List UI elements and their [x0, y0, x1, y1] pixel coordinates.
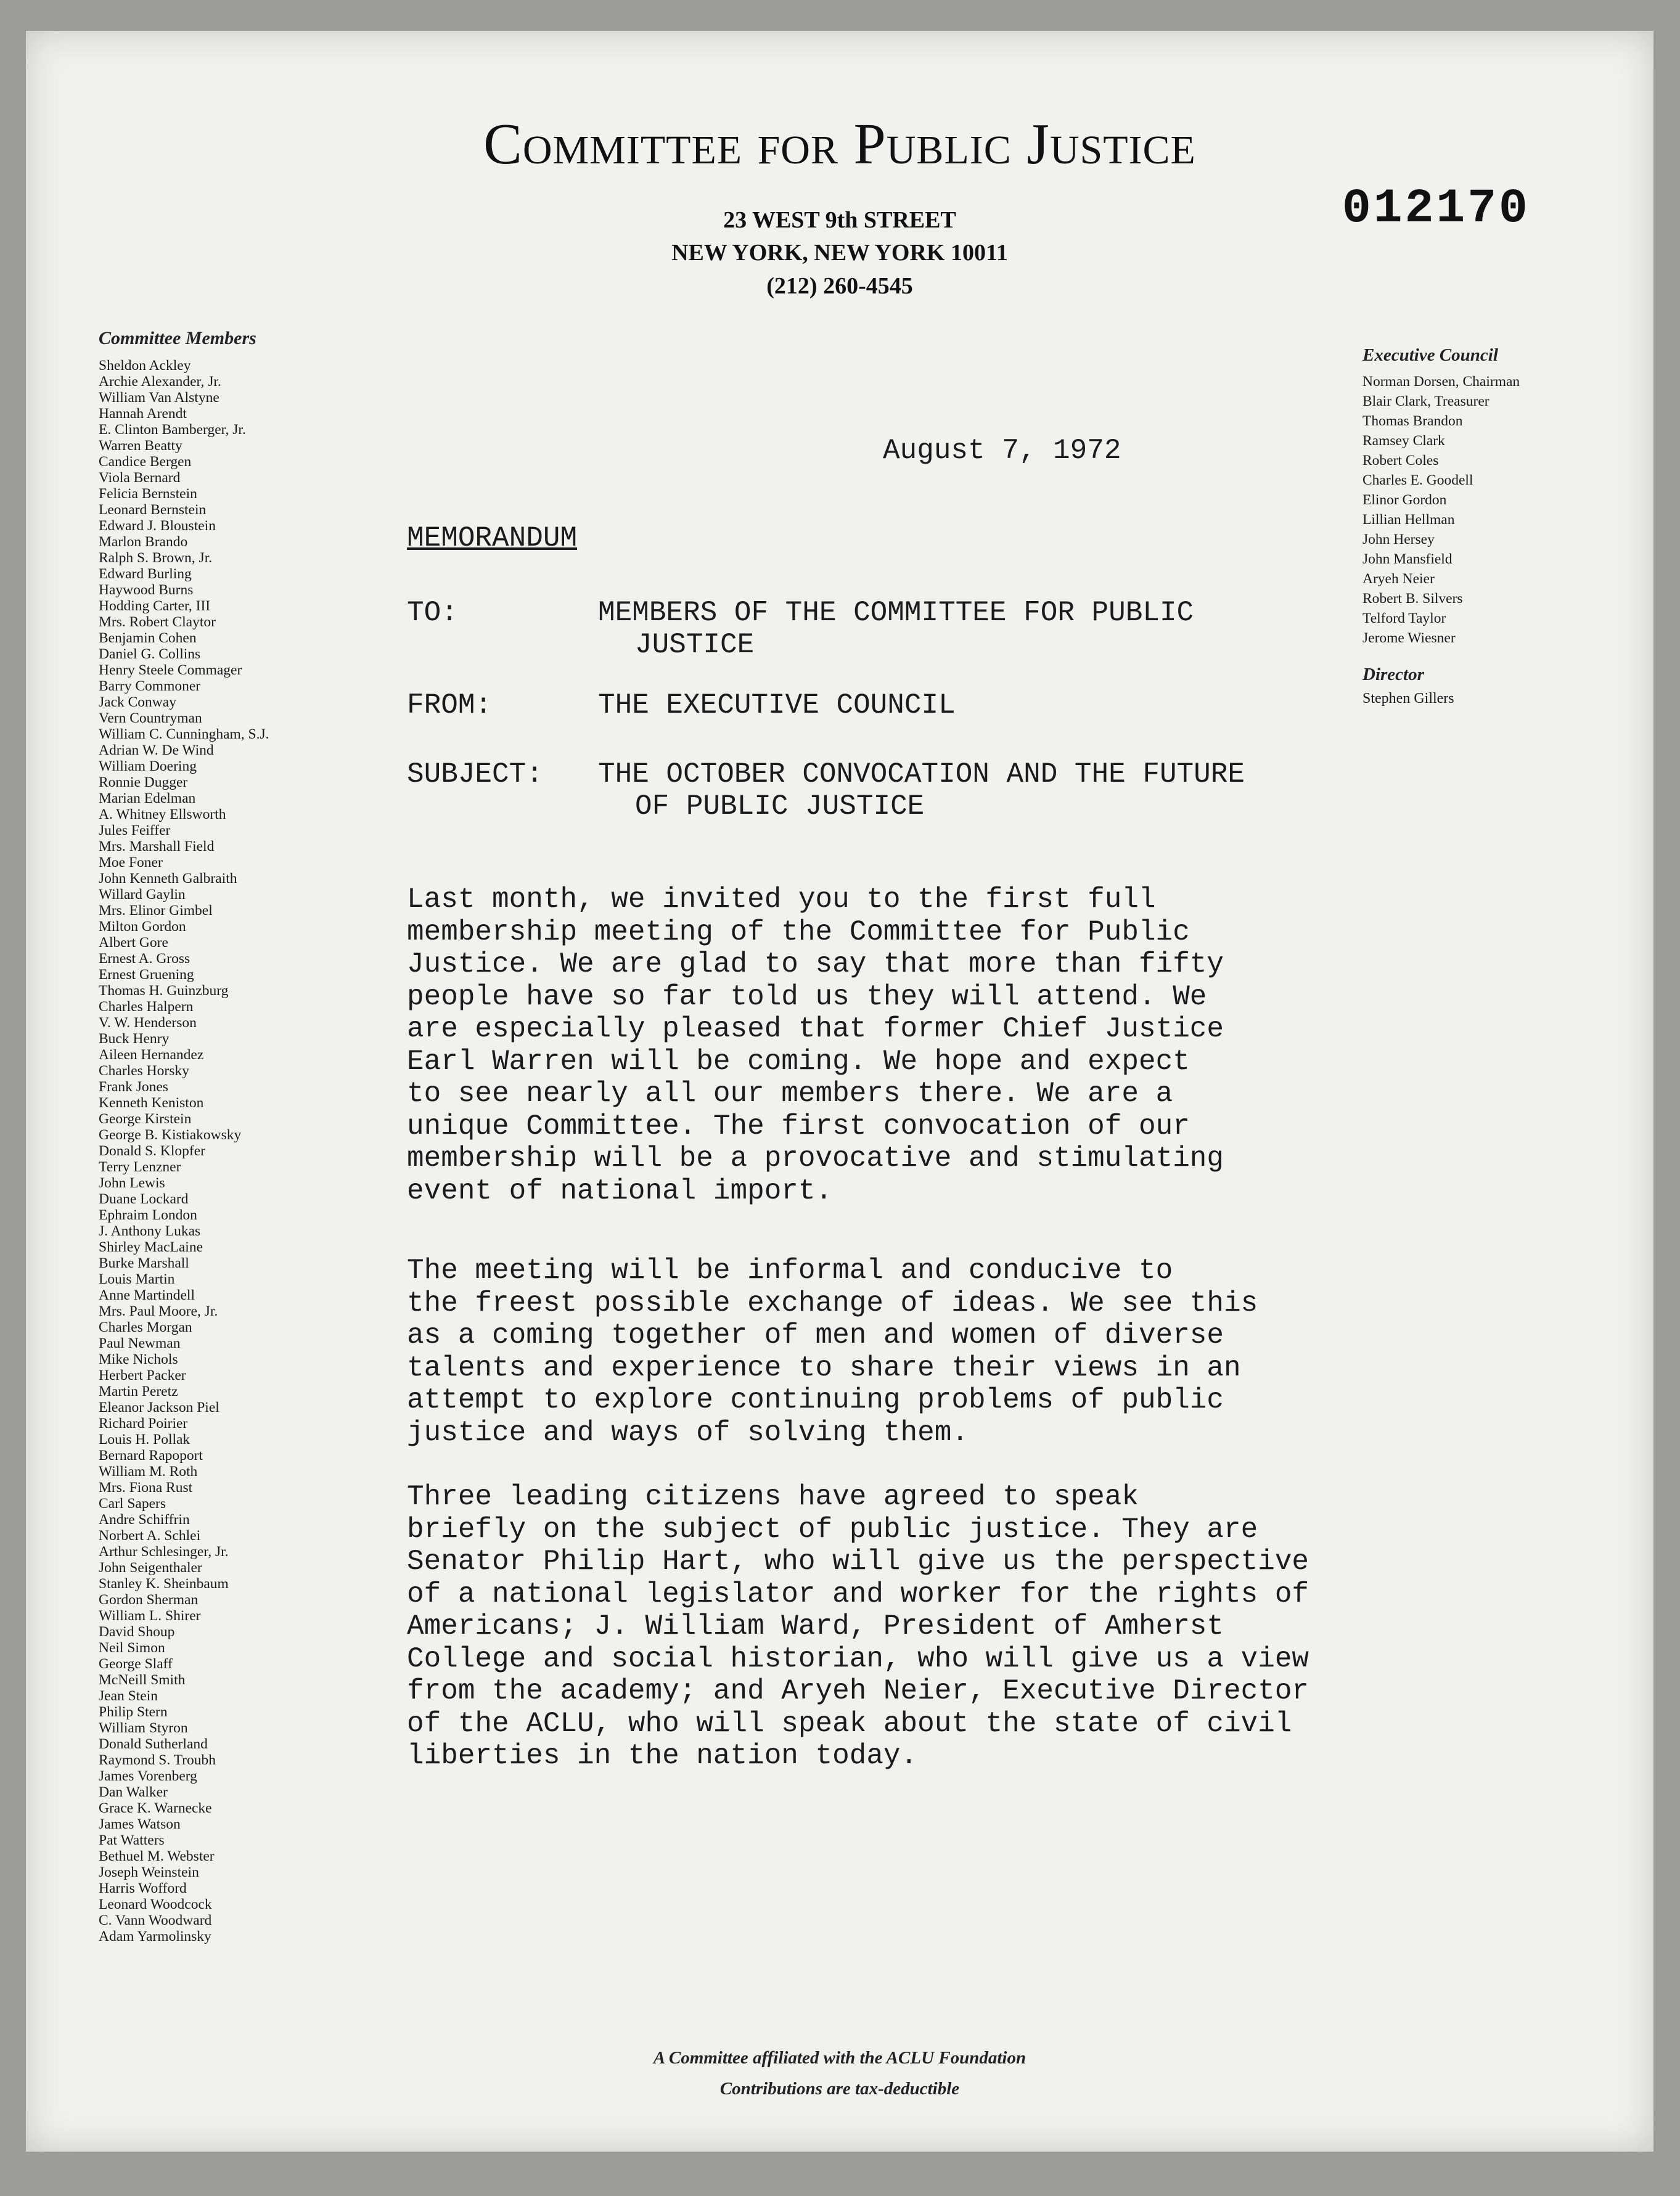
council-member-name: Robert Coles [1362, 453, 1439, 469]
committee-member-name: Daniel G. Collins [99, 646, 201, 662]
committee-member-name: Neil Simon [99, 1640, 165, 1656]
committee-member-name: Stanley K. Sheinbaum [99, 1576, 229, 1592]
committee-member-name: Hannah Arendt [99, 406, 187, 422]
body-paragraph-1: Last month, we invited you to the first full membership meeting of the Committee for Public Justice. We are glad to say that more than fifty people have so far told us they will attend. We are especially pleased that former Chief Justice Earl Warren will be coming. We hope and expect to see nearly all our members there. We are a unique Committee. The first convocation of our membership will be a provocative and stimulating event of national import. [407, 883, 1224, 1207]
letter-sheet [26, 31, 1653, 2152]
committee-member-name: Mrs. Robert Claytor [99, 614, 216, 630]
committee-member-name: Shirley MacLaine [99, 1239, 203, 1255]
committee-member-name: William L. Shirer [99, 1608, 201, 1624]
committee-member-name: Kenneth Keniston [99, 1095, 204, 1111]
committee-member-name: William Van Alstyne [99, 390, 219, 406]
committee-member-name: Bethuel M. Webster [99, 1848, 215, 1864]
committee-member-name: Ronnie Dugger [99, 774, 188, 790]
council-member-name: Norman Dorsen, Chairman [1362, 374, 1520, 390]
committee-member-name: A. Whitney Ellsworth [99, 806, 226, 822]
committee-member-name: Warren Beatty [99, 438, 182, 454]
committee-member-name: John Kenneth Galbraith [99, 871, 237, 887]
executive-council-heading: Executive Council [1362, 345, 1498, 365]
committee-member-name: Richard Poirier [99, 1416, 188, 1432]
to-value [598, 597, 1369, 661]
committee-member-name: Charles Horsky [99, 1063, 189, 1079]
committee-member-name: Martin Peretz [99, 1383, 178, 1399]
committee-member-name: Henry Steele Commager [99, 662, 242, 678]
committee-member-name: Duane Lockard [99, 1191, 189, 1207]
committee-member-name: Eleanor Jackson Piel [99, 1399, 219, 1416]
committee-member-name: Mrs. Marshall Field [99, 838, 215, 854]
committee-member-name: Mrs. Fiona Rust [99, 1480, 193, 1496]
committee-member-name: Felicia Bernstein [99, 486, 197, 502]
committee-member-name: Sheldon Ackley [99, 358, 191, 374]
committee-member-name: Milton Gordon [99, 919, 186, 935]
committee-member-name: Terry Lenzner [99, 1159, 181, 1175]
committee-member-name: C. Vann Woodward [99, 1912, 212, 1928]
committee-member-name: Paul Newman [99, 1335, 181, 1351]
committee-members-heading: Committee Members [99, 328, 256, 348]
to-label: TO: [407, 597, 458, 629]
committee-member-name: Pat Watters [99, 1832, 165, 1848]
memo-date: August 7, 1972 [883, 435, 1121, 467]
committee-member-name: Louis H. Pollak [99, 1432, 191, 1448]
subject-value [598, 758, 1369, 822]
committee-member-name: David Shoup [99, 1624, 175, 1640]
committee-member-name: Benjamin Cohen [99, 630, 197, 646]
committee-member-name: Leonard Woodcock [99, 1896, 212, 1912]
committee-member-name: McNeill Smith [99, 1672, 186, 1688]
committee-members-list [99, 358, 395, 1944]
council-member-name: Aryeh Neier [1362, 571, 1435, 587]
council-member-name: Telford Taylor [1362, 610, 1446, 626]
council-member-name: Lillian Hellman [1362, 512, 1455, 528]
committee-member-name: Mike Nichols [99, 1351, 178, 1367]
committee-member-name: Moe Foner [99, 854, 163, 871]
from-label: FROM: [407, 689, 493, 721]
committee-member-name: J. Anthony Lukas [99, 1223, 201, 1239]
committee-member-name: Ephraim London [99, 1207, 197, 1223]
committee-member-name: James Vorenberg [99, 1768, 197, 1784]
committee-member-name: Edward J. Bloustein [99, 518, 216, 534]
committee-member-name: Ralph S. Brown, Jr. [99, 550, 213, 566]
from-value: THE EXECUTIVE COUNCIL [598, 689, 956, 721]
council-member-name: John Hersey [1362, 531, 1435, 547]
committee-member-name: Herbert Packer [99, 1367, 186, 1383]
committee-member-name: Candice Bergen [99, 454, 192, 470]
committee-member-name: Andre Schiffrin [99, 1512, 190, 1528]
committee-member-name: John Seigenthaler [99, 1560, 202, 1576]
address-street: 23 WEST 9th STREET [723, 207, 956, 233]
committee-member-name: George Kirstein [99, 1111, 192, 1127]
committee-member-name: Harris Wofford [99, 1880, 187, 1896]
committee-member-name: Viola Bernard [99, 470, 181, 486]
committee-member-name: Thomas H. Guinzburg [99, 983, 229, 999]
committee-member-name: Donald S. Klopfer [99, 1143, 205, 1159]
committee-member-name: Haywood Burns [99, 582, 194, 598]
committee-member-name: Joseph Weinstein [99, 1864, 199, 1880]
committee-member-name: James Watson [99, 1816, 181, 1832]
committee-member-name: Adam Yarmolinsky [99, 1928, 211, 1944]
address-city: NEW YORK, NEW YORK 10011 [671, 240, 1008, 266]
subject-line-1: THE OCTOBER CONVOCATION AND THE FUTURE [598, 758, 1245, 790]
address-phone: (212) 260-4545 [766, 273, 913, 299]
committee-member-name: Aileen Hernandez [99, 1047, 204, 1063]
subject-label: SUBJECT: [407, 758, 543, 790]
committee-member-name: Ernest A. Gross [99, 951, 191, 967]
subject-line-2: OF PUBLIC JUSTICE [635, 790, 925, 822]
director-heading: Director [1362, 665, 1424, 684]
body-paragraph-3: Three leading citizens have agreed to speak briefly on the subject of public justice. They are Senator Philip Hart, who will give us the perspective of a national legislator and worker for the rights of Americans; J. William Ward, President of Amherst College and social historian, who will give us a view from the academy; and Aryeh Neier, Executive Director of the ACLU, who will speak about the state of civil liberties in the nation today. [407, 1481, 1309, 1772]
committee-member-name: Leonard Bernstein [99, 502, 207, 518]
organization-name: Committee for Public Justice [483, 112, 1196, 176]
council-member-name: Charles E. Goodell [1362, 472, 1473, 488]
executive-council-list [1362, 372, 1652, 648]
committee-member-name: Carl Sapers [99, 1496, 166, 1512]
committee-member-name: Buck Henry [99, 1031, 170, 1047]
council-member-name: Elinor Gordon [1362, 492, 1447, 508]
document-number: 012170 [1342, 182, 1530, 236]
committee-member-name: Burke Marshall [99, 1255, 189, 1271]
committee-member-name: George B. Kistiakowsky [99, 1127, 242, 1143]
committee-member-name: Charles Morgan [99, 1319, 192, 1335]
committee-member-name: Ernest Gruening [99, 967, 194, 983]
committee-member-name: Hodding Carter, III [99, 598, 211, 614]
memo-title: MEMORANDUM [407, 522, 578, 554]
committee-member-name: Marian Edelman [99, 790, 196, 806]
committee-member-name: Willard Gaylin [99, 887, 186, 903]
committee-member-name: Donald Sutherland [99, 1736, 208, 1752]
director-name: Stephen Gillers [1362, 690, 1454, 707]
committee-member-name: Frank Jones [99, 1079, 168, 1095]
committee-member-name: William M. Roth [99, 1464, 198, 1480]
committee-member-name: Grace K. Warnecke [99, 1800, 212, 1816]
council-member-name: Robert B. Silvers [1362, 591, 1463, 607]
committee-member-name: Raymond S. Troubh [99, 1752, 216, 1768]
committee-member-name: Mrs. Elinor Gimbel [99, 903, 213, 919]
committee-member-name: Archie Alexander, Jr. [99, 374, 221, 390]
committee-member-name: Barry Commoner [99, 678, 201, 694]
committee-member-name: Gordon Sherman [99, 1592, 199, 1608]
committee-member-name: Charles Halpern [99, 999, 194, 1015]
body-paragraph-2: The meeting will be informal and conducive to the freest possible exchange of ideas. We see this as a coming together of men and women of diverse talents and experience to share their views in an attempt to explore continuing problems of public justice and ways of solving them. [407, 1255, 1258, 1449]
committee-member-name: E. Clinton Bamberger, Jr. [99, 422, 246, 438]
committee-member-name: Jean Stein [99, 1688, 158, 1704]
committee-member-name: Jack Conway [99, 694, 176, 710]
committee-member-name: William Doering [99, 758, 197, 774]
committee-member-name: Vern Countryman [99, 710, 202, 726]
to-line-2: JUSTICE [635, 629, 755, 661]
committee-member-name: Philip Stern [99, 1704, 168, 1720]
committee-member-name: Mrs. Paul Moore, Jr. [99, 1303, 218, 1319]
committee-member-name: Albert Gore [99, 935, 168, 951]
committee-member-name: William C. Cunningham, S.J. [99, 726, 269, 742]
committee-member-name: John Lewis [99, 1175, 165, 1191]
council-member-name: Ramsey Clark [1362, 433, 1445, 449]
footer-affiliation: A Committee affiliated with the ACLU Foundation [653, 2048, 1026, 2068]
committee-member-name: William Styron [99, 1720, 188, 1736]
committee-member-name: Dan Walker [99, 1784, 168, 1800]
committee-member-name: Marlon Brando [99, 534, 188, 550]
committee-member-name: Bernard Rapoport [99, 1448, 203, 1464]
committee-member-name: Anne Martindell [99, 1287, 195, 1303]
committee-member-name: George Slaff [99, 1656, 173, 1672]
committee-member-name: V. W. Henderson [99, 1015, 197, 1031]
committee-member-name: Edward Burling [99, 566, 192, 582]
committee-member-name: Adrian W. De Wind [99, 742, 214, 758]
footer-tax-note: Contributions are tax-deductible [719, 2079, 960, 2099]
council-member-name: John Mansfield [1362, 551, 1453, 567]
council-member-name: Thomas Brandon [1362, 413, 1463, 429]
council-member-name: Jerome Wiesner [1362, 630, 1456, 646]
council-member-name: Blair Clark, Treasurer [1362, 393, 1489, 409]
committee-member-name: Jules Feiffer [99, 822, 171, 838]
committee-member-name: Norbert A. Schlei [99, 1528, 201, 1544]
committee-member-name: Arthur Schlesinger, Jr. [99, 1544, 229, 1560]
to-line-1: MEMBERS OF THE COMMITTEE FOR PUBLIC [598, 597, 1194, 629]
committee-member-name: Louis Martin [99, 1271, 175, 1287]
